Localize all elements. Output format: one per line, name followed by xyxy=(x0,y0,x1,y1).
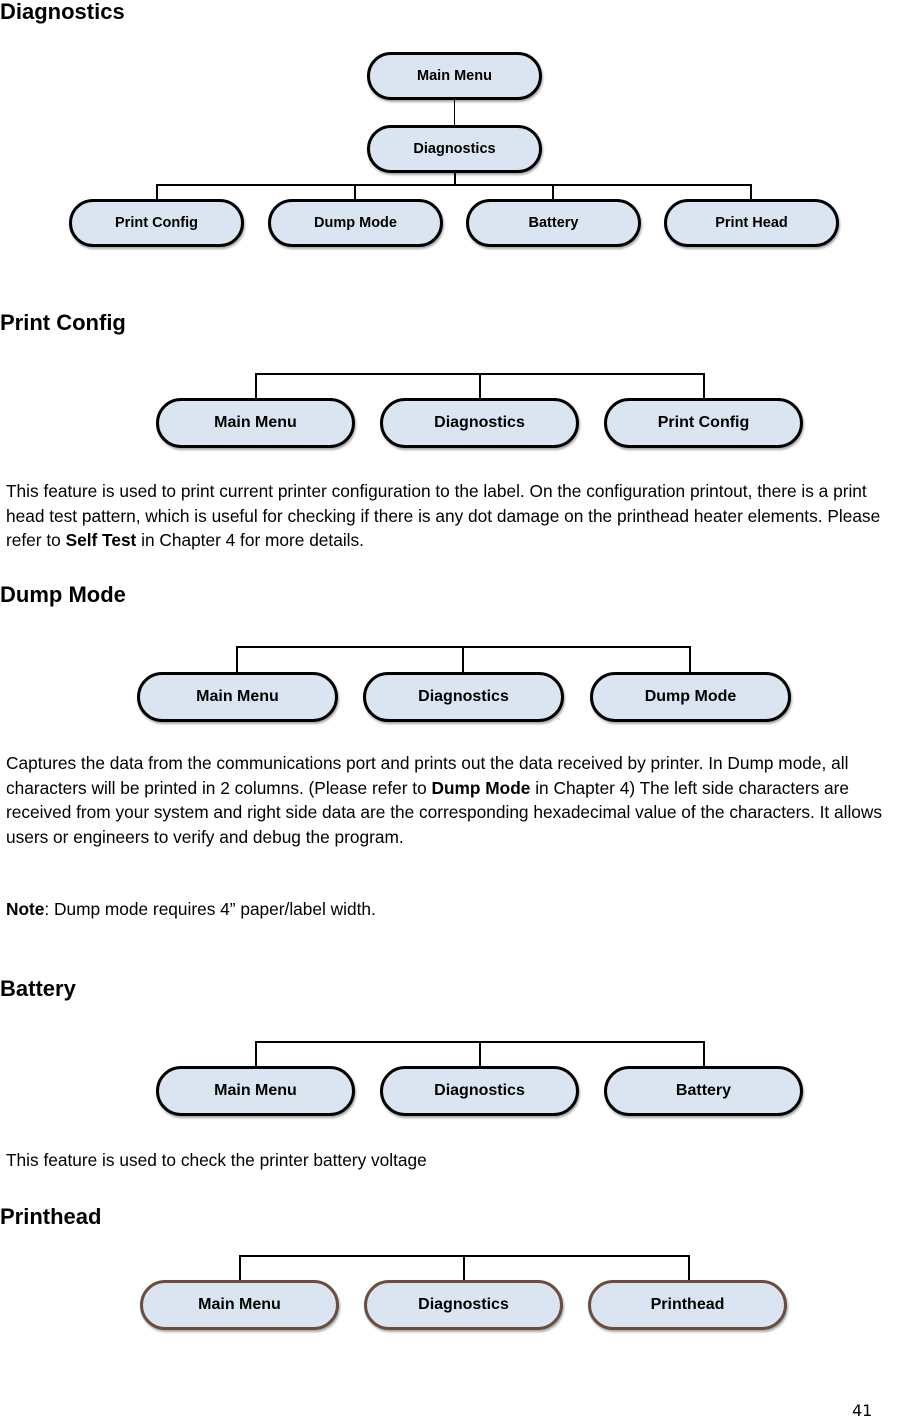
node-diagnostics: Diagnostics xyxy=(380,1066,579,1116)
node-main-menu: Main Menu xyxy=(156,398,355,448)
node-print-config: Print Config xyxy=(604,398,803,448)
connector-line xyxy=(354,184,356,200)
connector-line xyxy=(688,1255,690,1282)
section-title-printhead: Printhead xyxy=(0,1204,102,1229)
battery-description: This feature is used to check the printer battery voltage xyxy=(6,1150,427,1170)
node-main-menu: Main Menu xyxy=(137,672,338,722)
connector-line xyxy=(462,646,464,673)
node-printhead: Printhead xyxy=(588,1280,787,1330)
connector-line xyxy=(255,1041,257,1068)
connector-line xyxy=(703,373,705,400)
connector-line xyxy=(552,184,554,200)
connector-line xyxy=(454,99,455,126)
section-title-diagnostics: Diagnostics xyxy=(0,0,125,24)
connector-line xyxy=(156,184,158,200)
node-dump-mode: Dump Mode xyxy=(590,672,791,722)
node-diagnostics: Diagnostics xyxy=(380,398,579,448)
node-diagnostics: Diagnostics xyxy=(363,672,564,722)
node-print-head: Print Head xyxy=(664,199,839,247)
connector-line xyxy=(750,184,752,200)
page-number: 41 xyxy=(852,1401,873,1420)
section-title-dump-mode: Dump Mode xyxy=(0,582,126,607)
node-main-menu: Main Menu xyxy=(367,52,542,100)
dump-mode-note: Note: Dump mode requires 4” paper/label width. xyxy=(6,899,376,919)
connector-line xyxy=(703,1041,705,1068)
node-dump-mode: Dump Mode xyxy=(268,199,443,247)
node-print-config: Print Config xyxy=(69,199,244,247)
connector-line xyxy=(463,1255,465,1282)
connector-line xyxy=(239,1255,241,1282)
print-config-description: This feature is used to print current printer configuration to the label. On the configuration printout, there is a print head test pattern, which is useful for checking if there is any dot damage on the printhead heater elements. Please refer to Self Test in Chapter 4 for more details. xyxy=(6,481,881,550)
connector-line xyxy=(479,373,481,400)
connector-line xyxy=(479,1041,481,1068)
node-battery: Battery xyxy=(604,1066,803,1116)
connector-line xyxy=(156,184,752,186)
connector-line xyxy=(255,373,257,400)
dump-mode-description: Captures the data from the communications port and prints out the data received by printer. In Dump mode, all characters will be printed in 2 columns. (Please refer to Dump Mode in Chapter 4) The left side characters are received from your system and right side data are the corresponding hexadecimal value of the characters. It allows users or engineers to verify and debug the program. xyxy=(6,753,883,847)
section-title-battery: Battery xyxy=(0,976,76,1001)
node-battery: Battery xyxy=(466,199,641,247)
node-main-menu: Main Menu xyxy=(156,1066,355,1116)
connector-line xyxy=(236,646,238,673)
node-diagnostics: Diagnostics xyxy=(364,1280,563,1330)
connector-line xyxy=(689,646,691,673)
node-diagnostics: Diagnostics xyxy=(367,125,542,173)
section-title-print-config: Print Config xyxy=(0,310,126,335)
node-main-menu: Main Menu xyxy=(140,1280,339,1330)
